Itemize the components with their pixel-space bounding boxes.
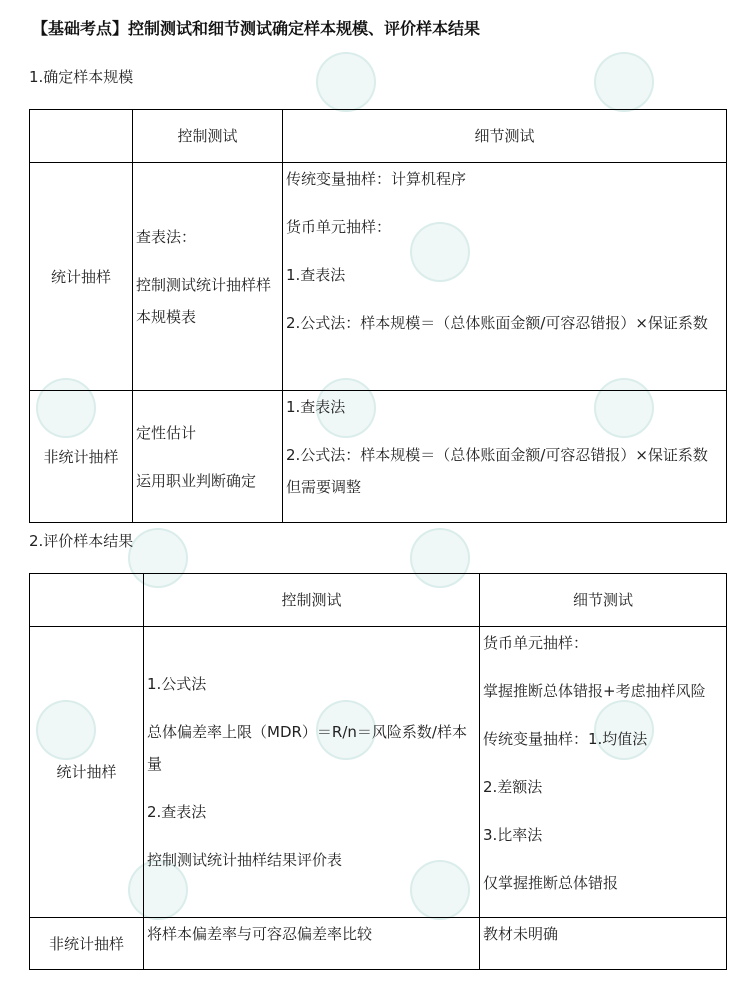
header-blank-cell — [30, 574, 144, 627]
cell-line: 控制测试统计抽样样本规模表 — [136, 275, 272, 326]
cell-line: 运用职业判断确定 — [136, 471, 257, 490]
watermark-logo — [594, 52, 654, 112]
cell-line: 1.公式法 — [147, 675, 207, 693]
cell-nonstatistical-detail — [283, 391, 727, 523]
section1-heading: 1.确定样本规模 — [29, 68, 134, 86]
cell-line: 总体偏差率上限（MDR）＝R/n＝风险系数/样本量 — [147, 723, 467, 773]
cell-line: 1.查表法 — [286, 266, 346, 284]
row-label-nonstatistical: 非统计抽样 — [30, 918, 144, 970]
header-control-test: 控制测试 — [133, 110, 283, 163]
cell-line: 控制测试统计抽样结果评价表 — [147, 851, 343, 869]
cell-line: 将样本偏差率与可容忍偏差率比较 — [147, 925, 373, 943]
cell-line: 货币单元抽样： — [483, 634, 589, 652]
cell-nonstatistical-control — [144, 918, 480, 970]
cell-line: 传统变量抽样：计算机程序 — [286, 170, 467, 188]
cell-nonstatistical-detail — [480, 918, 727, 970]
cell-line: 2.差额法 — [483, 778, 543, 796]
header-control-test: 控制测试 — [144, 574, 480, 627]
header-detail-test: 细节测试 — [283, 110, 727, 163]
cell-line: 仅掌握推断总体错报 — [483, 874, 619, 892]
cell-line: 定性估计 — [136, 423, 197, 442]
cell-line: 1.查表法 — [286, 398, 346, 416]
cell-statistical-control — [133, 163, 283, 391]
cell-line: 2.公式法：样本规模＝（总体账面金额/可容忍错报）×保证系数 但需要调整 — [286, 446, 708, 496]
cell-line: 2.查表法 — [147, 803, 207, 821]
row-label-statistical: 统计抽样 — [30, 163, 133, 391]
header-detail-test: 细节测试 — [480, 574, 727, 627]
watermark-logo — [316, 52, 376, 112]
cell-line: 货币单元抽样： — [286, 218, 392, 236]
cell-statistical-detail — [283, 163, 727, 391]
cell-line: 掌握推断总体错报+考虑抽样风险 — [483, 682, 706, 700]
sample-size-table — [29, 109, 727, 523]
section2-heading: 2.评价样本结果 — [29, 532, 134, 550]
cell-nonstatistical-control — [133, 391, 283, 523]
cell-statistical-detail — [480, 627, 727, 918]
cell-line: 查表法： — [136, 227, 197, 246]
cell-statistical-control — [144, 627, 480, 918]
page-title: 【基础考点】控制测试和细节测试确定样本规模、评价样本结果 — [32, 19, 481, 38]
cell-line: 教材未明确 — [483, 925, 559, 943]
cell-line: 传统变量抽样：1.均值法 — [483, 730, 648, 748]
row-label-nonstatistical: 非统计抽样 — [30, 391, 133, 523]
header-blank-cell — [30, 110, 133, 163]
row-label-statistical: 统计抽样 — [30, 627, 144, 918]
cell-line: 2.公式法：样本规模＝（总体账面金额/可容忍错报）×保证系数 — [286, 314, 708, 332]
cell-line: 3.比率法 — [483, 826, 543, 844]
evaluate-results-table — [29, 573, 727, 970]
